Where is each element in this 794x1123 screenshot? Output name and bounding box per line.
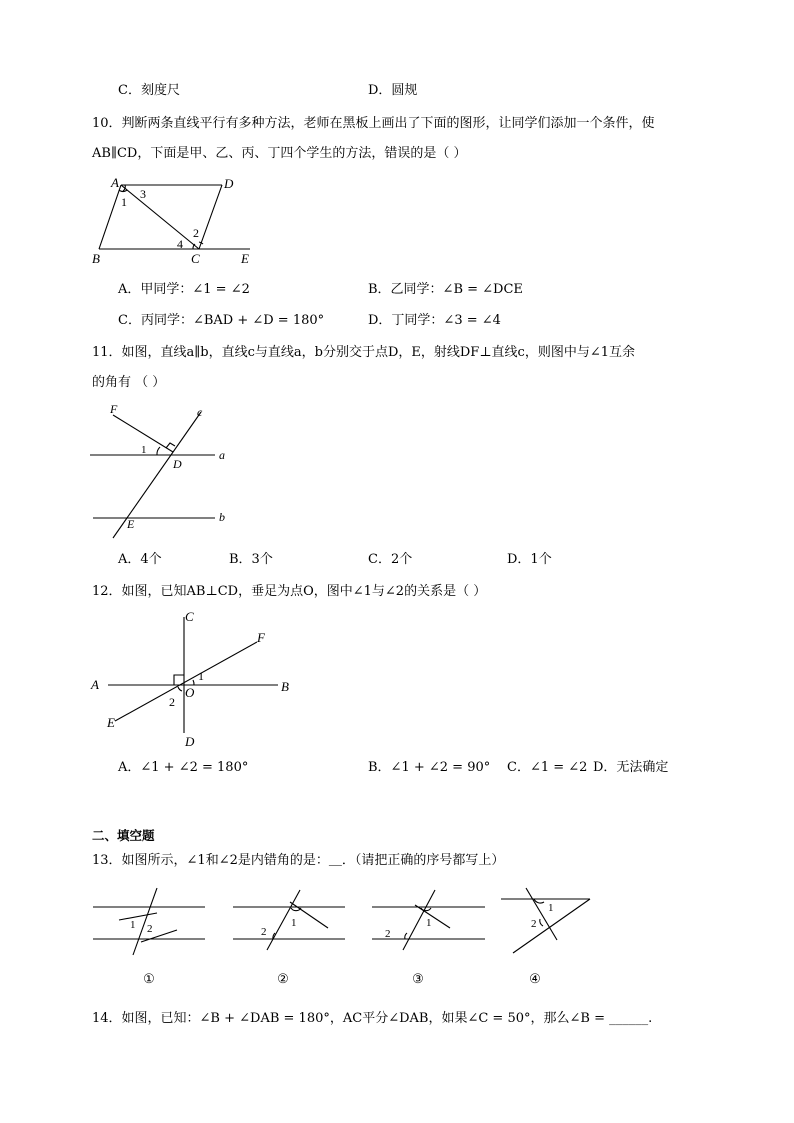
q12-option-a: A．∠1 + ∠2 = 180° bbox=[118, 760, 249, 775]
q11-label-d: D bbox=[173, 457, 182, 471]
q12-label-f: F bbox=[257, 630, 265, 645]
q10-option-a: A．甲同学：∠1 = ∠2 bbox=[118, 282, 250, 297]
q10-figure bbox=[85, 172, 265, 267]
q13-fig4-angle-2: 2 bbox=[531, 918, 537, 930]
q12-label-d: D bbox=[185, 734, 195, 749]
q10-angle-3: 3 bbox=[140, 187, 146, 201]
q10-option-d: D．丁同学：∠3 = ∠4 bbox=[368, 313, 501, 328]
q10-option-b: B．乙同学：∠B = ∠DCE bbox=[368, 282, 523, 297]
q13-caption-1: ① bbox=[143, 971, 155, 986]
q13-caption-4: ④ bbox=[529, 971, 541, 986]
q11-label-b: b bbox=[219, 510, 225, 524]
q10-label-b: B bbox=[92, 251, 100, 266]
q10-angle-1: 1 bbox=[121, 195, 127, 209]
q13-fig1-angle-1: 1 bbox=[130, 919, 136, 931]
q12-label-e: E bbox=[107, 715, 115, 730]
q11-option-b: B．3个 bbox=[229, 552, 273, 567]
q11-figure bbox=[85, 398, 245, 540]
q12-option-b: B．∠1 + ∠2 = 90° bbox=[368, 760, 491, 775]
q10-label-c: C bbox=[191, 251, 200, 266]
q11-angle-1: 1 bbox=[141, 444, 147, 456]
q13-fig2-angle-1: 1 bbox=[291, 917, 297, 929]
q13-figures bbox=[85, 880, 605, 990]
q10-option-c: C．丙同学：∠BAD + ∠D = 180° bbox=[118, 313, 325, 328]
q13-fig3-angle-1: 1 bbox=[426, 917, 432, 929]
q13-stem: 13．如图所示，∠1和∠2是内错角的是：＿．（请把正确的序号都写上） bbox=[92, 853, 505, 868]
q12-option-d: D．无法确定 bbox=[593, 760, 669, 775]
q9-option-c: C．刻度尺 bbox=[118, 83, 180, 98]
q10-stem-line2: AB∥CD，下面是甲、乙、丙、丁四个学生的方法，错误的是（ ） bbox=[92, 146, 467, 161]
q12-option-c: C．∠1 = ∠2 bbox=[507, 760, 588, 775]
q12-figure bbox=[85, 605, 300, 750]
q11-label-e: E bbox=[127, 517, 135, 531]
q11-option-d: D．1个 bbox=[507, 552, 552, 567]
q10-label-e: E bbox=[241, 251, 249, 266]
q10-label-a: A bbox=[111, 175, 119, 190]
q13-fig3-angle-2: 2 bbox=[385, 928, 391, 940]
q10-angle-4: 4 bbox=[177, 237, 183, 251]
q12-label-o: O bbox=[185, 685, 195, 700]
q13-caption-3: ③ bbox=[412, 971, 424, 986]
q11-stem-line2: 的角有 （ ） bbox=[92, 375, 166, 390]
q10-label-d: D bbox=[224, 176, 234, 191]
q9-option-d: D．圆规 bbox=[368, 83, 418, 98]
q12-label-a: A bbox=[91, 677, 99, 692]
section-title: 二、填空题 bbox=[92, 828, 155, 843]
q10-stem-line1: 10．判断两条直线平行有多种方法，老师在黑板上画出了下面的图形，让同学们添加一个条件，使 bbox=[92, 116, 655, 131]
q13-fig1-angle-2: 2 bbox=[147, 923, 153, 935]
q12-label-b: B bbox=[281, 679, 289, 694]
q12-label-c: C bbox=[185, 609, 194, 624]
q12-angle-1: 1 bbox=[198, 669, 204, 683]
q10-angle-2: 2 bbox=[193, 226, 199, 240]
q12-angle-2: 2 bbox=[169, 695, 175, 709]
q14-stem: 14．如图，已知：∠B + ∠DAB = 180°，AC平分∠DAB，如果∠C = 50°，那么∠B = ______. bbox=[92, 1011, 653, 1026]
q13-fig4-angle-1: 1 bbox=[548, 902, 554, 914]
q11-label-f: F bbox=[110, 402, 118, 416]
q13-caption-2: ② bbox=[277, 971, 289, 986]
q11-option-a: A．4个 bbox=[118, 552, 162, 567]
q11-stem-line1: 11．如图，直线a∥b，直线c与直线a，b分别交于点D，E，射线DF⊥直线c，则图中与∠1互余 bbox=[92, 345, 635, 360]
q11-option-c: C．2个 bbox=[368, 552, 413, 567]
q11-label-c: c bbox=[197, 405, 203, 419]
q13-fig2-angle-2: 2 bbox=[261, 926, 267, 938]
q12-stem: 12．如图，已知AB⊥CD，垂足为点O，图中∠1与∠2的关系是（ ） bbox=[92, 584, 487, 599]
q11-label-a: a bbox=[219, 448, 225, 462]
